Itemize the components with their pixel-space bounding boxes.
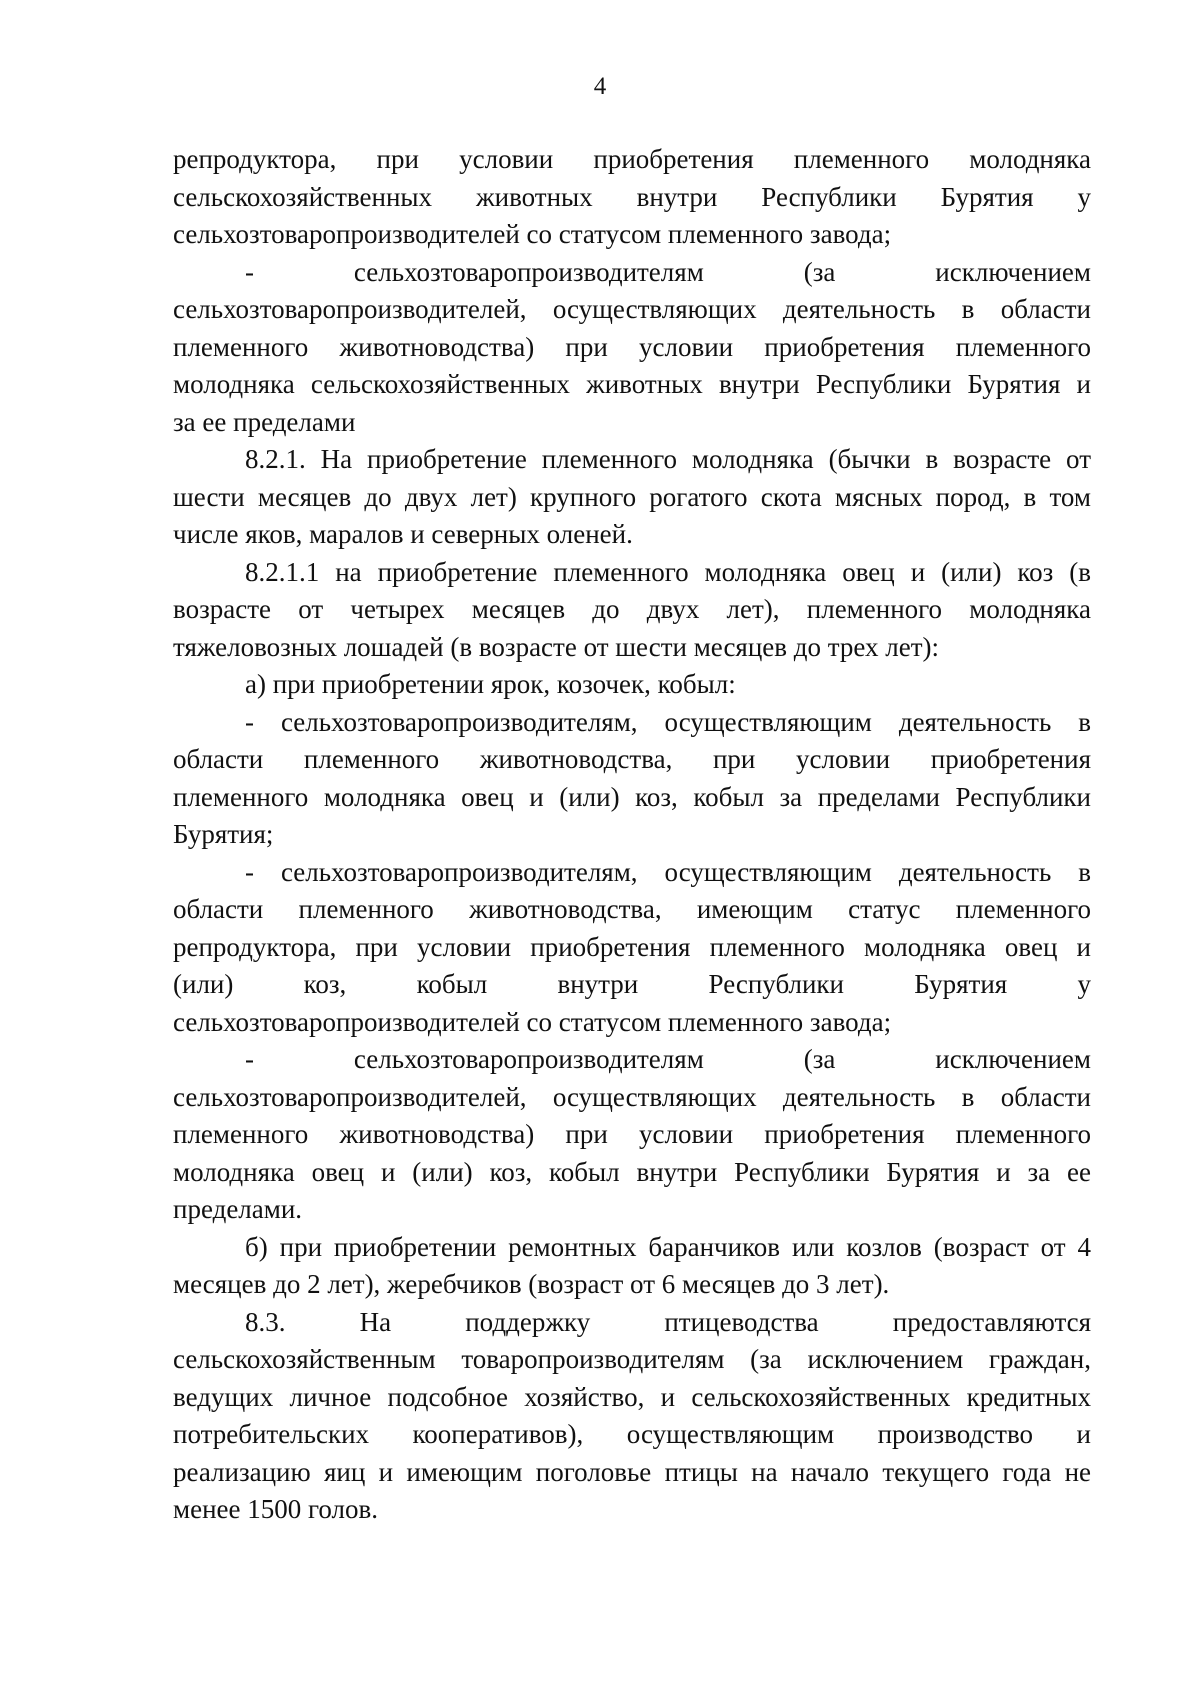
text-line: - сельхозтоваропроизводителям, осуществляющим деятельность в — [245, 706, 1091, 737]
text-line: племенного животноводства) при условии приобретения племенного — [173, 1119, 1091, 1149]
text-line: - сельхозтоваропроизводителям, осуществляющим деятельность в — [245, 856, 1091, 887]
text-line: Бурятия; — [173, 819, 274, 849]
text-line: пределами. — [173, 1194, 303, 1224]
text-line: области племенного животноводства, при условии приобретения — [173, 744, 1091, 774]
text-line: 8.2.1.1 на приобретение племенного молодняка овец и (или) коз (в — [245, 556, 1091, 587]
paragraph — [173, 1229, 1091, 1304]
text-line: сельхозтоваропроизводителей со статусом племенного завода; — [173, 1006, 892, 1037]
paragraph — [173, 704, 1091, 854]
text-line: возрасте от четырех месяцев до двух лет), племенного молодняка — [173, 594, 1091, 624]
text-line: репродуктора, при условии приобретения племенного молодняка овец и — [173, 931, 1091, 962]
text-line: реализацию яиц и имеющим поголовье птицы на начало текущего года не — [173, 1456, 1091, 1487]
text-line: б) при приобретении ремонтных баранчиков или козлов (возраст от 4 — [245, 1231, 1091, 1262]
paragraph — [173, 1304, 1091, 1529]
text-line: 8.3. На поддержку птицеводства предоставляются — [245, 1306, 1091, 1337]
page-number: 4 — [593, 73, 607, 100]
text-line: репродуктора, при условии приобретения племенного молодняка — [173, 144, 1091, 174]
text-line: сельскохозяйственным товаропроизводителям (за исключением граждан, — [173, 1344, 1091, 1374]
text-line: сельскохозяйственных животных внутри Республики Бурятия у — [173, 181, 1091, 212]
document-body — [173, 141, 1091, 1529]
text-line: племенного животноводства) при условии приобретения племенного — [173, 331, 1091, 362]
text-line: числе яков, маралов и северных оленей. — [173, 519, 633, 549]
text-line: - сельхозтоваропроизводителям (за исключением — [245, 1044, 1091, 1074]
text-line: области племенного животноводства, имеющим статус племенного — [173, 894, 1091, 924]
paragraph — [173, 141, 1091, 254]
paragraph — [173, 254, 1091, 442]
text-line: сельхозтоваропроизводителей, осуществляющих деятельность в области — [173, 1081, 1091, 1112]
text-line: - сельхозтоваропроизводителям (за исключением — [245, 256, 1091, 287]
text-line: (или) коз, кобыл внутри Республики Бурятия у — [173, 969, 1091, 999]
text-line: шести месяцев до двух лет) крупного рогатого скота мясных пород, в том — [173, 481, 1091, 512]
text-line: менее 1500 голов. — [173, 1494, 379, 1524]
text-line: ведущих личное подсобное хозяйство, и сельскохозяйственных кредитных — [173, 1381, 1091, 1412]
text-line: сельхозтоваропроизводителей, осуществляющих деятельность в области — [173, 294, 1091, 324]
text-line: молодняка овец и (или) коз, кобыл внутри Республики Бурятия и за ее — [173, 1156, 1091, 1187]
text-line: а) при приобретении ярок, козочек, кобыл: — [245, 669, 736, 699]
text-line: сельхозтоваропроизводителей со статусом племенного завода; — [173, 219, 892, 249]
paragraph — [173, 1041, 1091, 1229]
paragraph — [173, 554, 1091, 667]
text-line: потребительских кооперативов), осуществляющим производство и — [173, 1419, 1091, 1449]
text-line: месяцев до 2 лет), жеребчиков (возраст от 6 месяцев до 3 лет). — [173, 1269, 890, 1299]
text-line: тяжеловозных лошадей (в возрасте от шести месяцев до трех лет): — [173, 631, 940, 662]
text-line: племенного молодняка овец и (или) коз, кобыл за пределами Республики — [173, 781, 1091, 812]
text-line: молодняка сельскохозяйственных животных внутри Республики Бурятия и — [173, 369, 1091, 399]
paragraph — [173, 666, 1091, 704]
paragraph — [173, 441, 1091, 554]
text-line: 8.2.1. На приобретение племенного молодняка (бычки в возрасте от — [245, 444, 1091, 474]
paragraph — [173, 854, 1091, 1042]
text-line: за ее пределами — [173, 406, 356, 437]
